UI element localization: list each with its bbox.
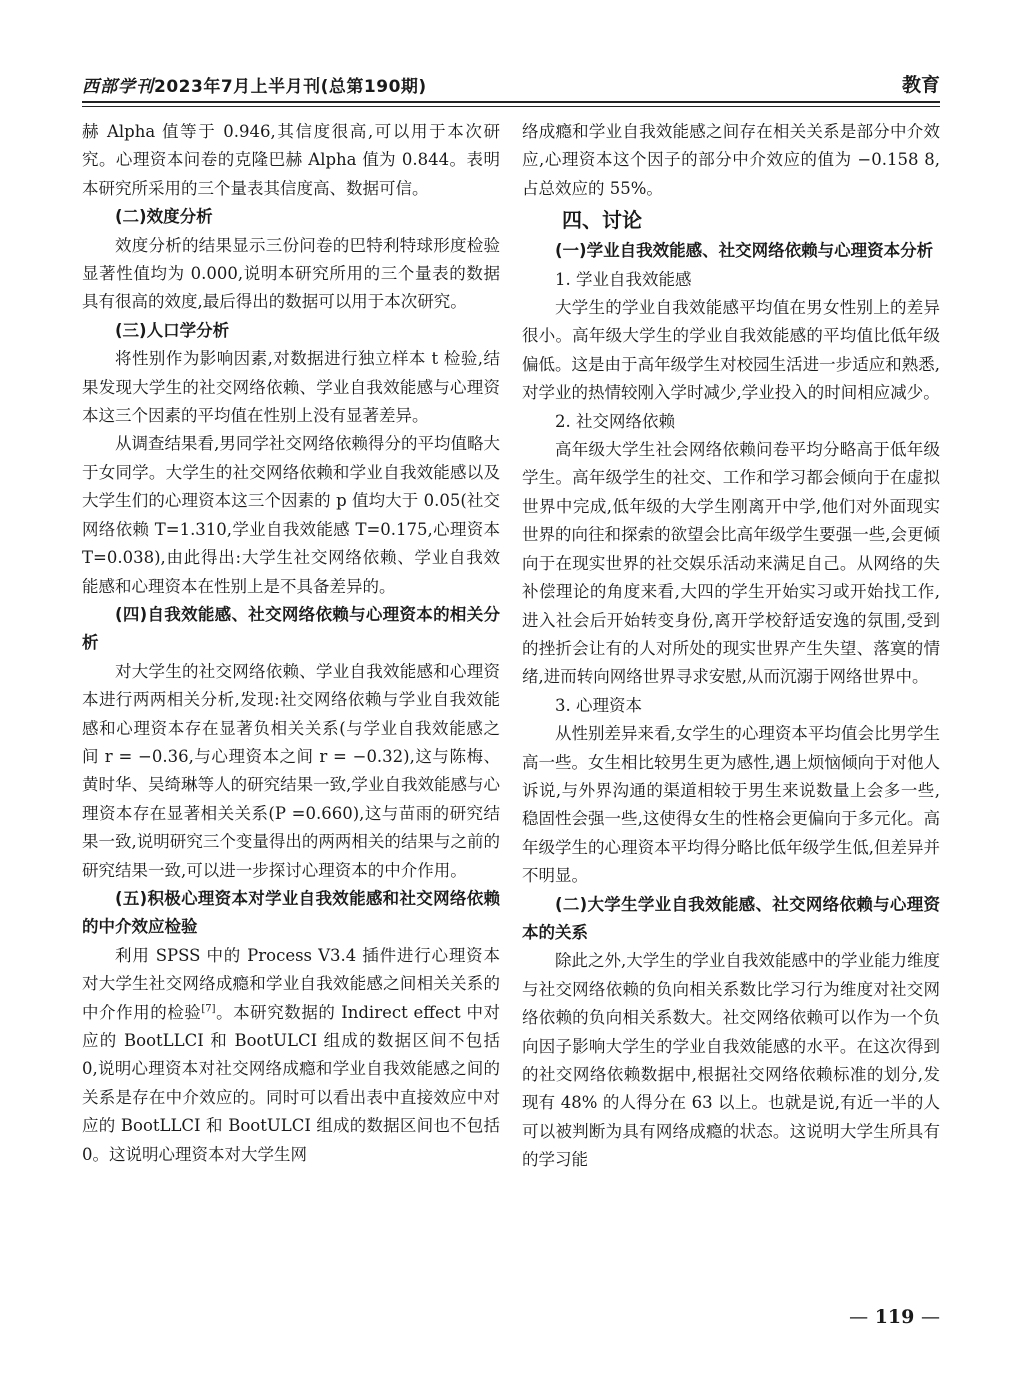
body-paragraph: 将性别作为影响因素,对数据进行独立样本 t 检验,结果发现大学生的社交网络依赖、学业自我效能感与心理资本这三个因素的平均值在性别上没有显著差异。 <box>82 349 500 426</box>
subsection-heading: (二)效度分析 <box>115 207 213 227</box>
section-label: 教育 <box>901 74 940 96</box>
section-heading: 四、讨论 <box>562 208 642 233</box>
body-paragraph: 对大学生的社交网络依赖、学业自我效能感和心理资本进行两两相关分析,发现:社交网络依赖与学业自我效能感和心理资本存在显著负相关关系(与学业自我效能感之间 r = −0.36,与心理资本之间 r = −0.32),这与陈梅、黄时华、吴绮琳等人的研究结果一致,学业自我效能感与心理资本存在显著相关关系(P =0.660),这与苗雨的研究结果一致,说明研究三个变量得出的两两相关的结果与之前的研究结果一致,可以进一步探讨心理资本的中介作用。 <box>82 661 500 880</box>
subsection-heading: (二)大学生学业自我效能感、社交网络依赖与心理资本的关系 <box>522 894 940 942</box>
numbered-subheading: 3. 心理资本 <box>555 695 642 715</box>
header-rule-thin <box>82 106 940 107</box>
body-paragraph: 络成瘾和学业自我效能感之间存在相关关系是部分中介效应,心理资本这个因子的部分中介效应的值为 −0.158 8,占总效应的 55%。 <box>522 122 940 198</box>
numbered-subheading: 1. 学业自我效能感 <box>555 269 692 289</box>
paragraph-text: 利用 SPSS 中的 Process V3.4 插件进行心理资本对大学生社交网络成瘾和学业自我效能感之间相关关系的中介作用的检验 <box>82 945 500 1022</box>
left-column <box>82 118 500 1169</box>
body-paragraph: 除此之外,大学生的学业自我效能感中的学业能力维度与社交网络依赖的负向相关系数比学习行为维度对社交网络依赖的负向相关系数大。社交网络依赖可以作为一个负向因子影响大学生的学业自我效能感的水平。在这次得到的社交网络依赖数据中,根据社交网络依赖标准的划分,发现有 48% 的人得分在 63 以上。也就是说,有近一半的人可以被判断为具有网络成瘾的状态。这说明大学生所具有的学习能 <box>522 951 940 1170</box>
journal-name: 西部学刊 <box>82 77 154 97</box>
body-paragraph: 大学生的学业自我效能感平均值在男女性别上的差异很小。高年级大学生的学业自我效能感的平均值比低年级偏低。这是由于高年级学生对校园生活进一步适应和熟悉,对学业的热情较刚入学时减少,学业投入的时间相应减少。 <box>522 298 940 403</box>
body-paragraph: 效度分析的结果显示三份问卷的巴特利特球形度检验显著性值均为 0.000,说明本研究所用的三个量表的数据具有很高的效度,最后得出的数据可以用于本次研究。 <box>82 235 500 312</box>
subsection-heading: (五)积极心理资本对学业自我效能感和社交网络依赖的中介效应检验 <box>82 888 500 937</box>
body-paragraph: 从性别差异来看,女学生的心理资本平均值会比男学生高一些。女生相比较男生更为感性,遇上烦恼倾向于对他人诉说,与外界沟通的渠道相较于男生来说数量上会多一些,稳固性会强一些,这使得女生的性格会更偏向于多元化。高年级学生的心理资本平均得分略比低年级学生低,但差异并不明显。 <box>522 724 940 886</box>
page-number: 119 <box>874 1306 915 1328</box>
body-paragraph: 高年级大学生社会网络依赖问卷平均分略高于低年级学生。高年级学生的社交、工作和学习都会倾向于在虚拟世界中完成,低年级的大学生刚离开中学,他们对外面现实世界的向往和探索的欲望会比高年级学生要强一些,会更倾向于在现实世界的社交娱乐活动来满足自己。从网络的失补偿理论的角度来看,大四的学生开始实习或开始找工作,进入社会后开始转变身份,离开学校舒适安逸的氛围,受到的挫折会让有的人对所处的现实世界产生失望、落寞的情绪,进而转向网络世界寻求安慰,从而沉溺于网络世界中。 <box>522 440 940 687</box>
citation-ref: [7] <box>201 1003 216 1015</box>
body-paragraph: 赫 Alpha 值等于 0.946,其信度很高,可以用于本次研究。心理资本问卷的克隆巴赫 Alpha 值为 0.844。表明本研究所采用的三个量表其信度高、数据可信。 <box>82 122 500 198</box>
issue-info: 2023年7月上半月刊(总第190期) <box>154 77 427 97</box>
journal-masthead <box>82 72 427 97</box>
subsection-heading: (一)学业自我效能感、社交网络依赖与心理资本分析 <box>555 241 934 261</box>
footer-dash-left: — <box>849 1306 869 1328</box>
header-rule-thick <box>82 101 940 103</box>
footer-dash-right: — <box>921 1306 940 1328</box>
page-header <box>82 68 940 98</box>
page-footer <box>849 1306 940 1328</box>
body-paragraph: 从调查结果看,男同学社交网络依赖得分的平均值略大于女同学。大学生的社交网络依赖和学业自我效能感以及大学生们的心理资本这三个因素的 p 值均大于 0.05(社交网络依赖 T=1.310,学业自我效能感 T=0.175,心理资本 T=0.038),由此得出:大学生社交网络依赖、学业自我效能感和心理资本在性别上是不具备差异的。 <box>82 434 500 596</box>
numbered-subheading: 2. 社交网络依赖 <box>555 411 675 431</box>
right-column <box>522 118 940 1175</box>
paragraph-text-continued: 。本研究数据的 Indirect effect 中对应的 BootLLCI 和 BootULCI 组成的数据区间不包括 0,说明心理资本对社交网络成瘾和学业自我效能感之间的关系是存在中介效应的。同时可以看出表中直接效应中对应的 BootLLCI 和 BootULCI 组成的数据区间也不包括 0。这说明心理资本对大学生网 <box>82 1002 500 1164</box>
subsection-heading: (四)自我效能感、社交网络依赖与心理资本的相关分析 <box>82 604 500 653</box>
body-paragraph <box>82 942 500 1169</box>
subsection-heading: (三)人口学分析 <box>115 320 230 340</box>
